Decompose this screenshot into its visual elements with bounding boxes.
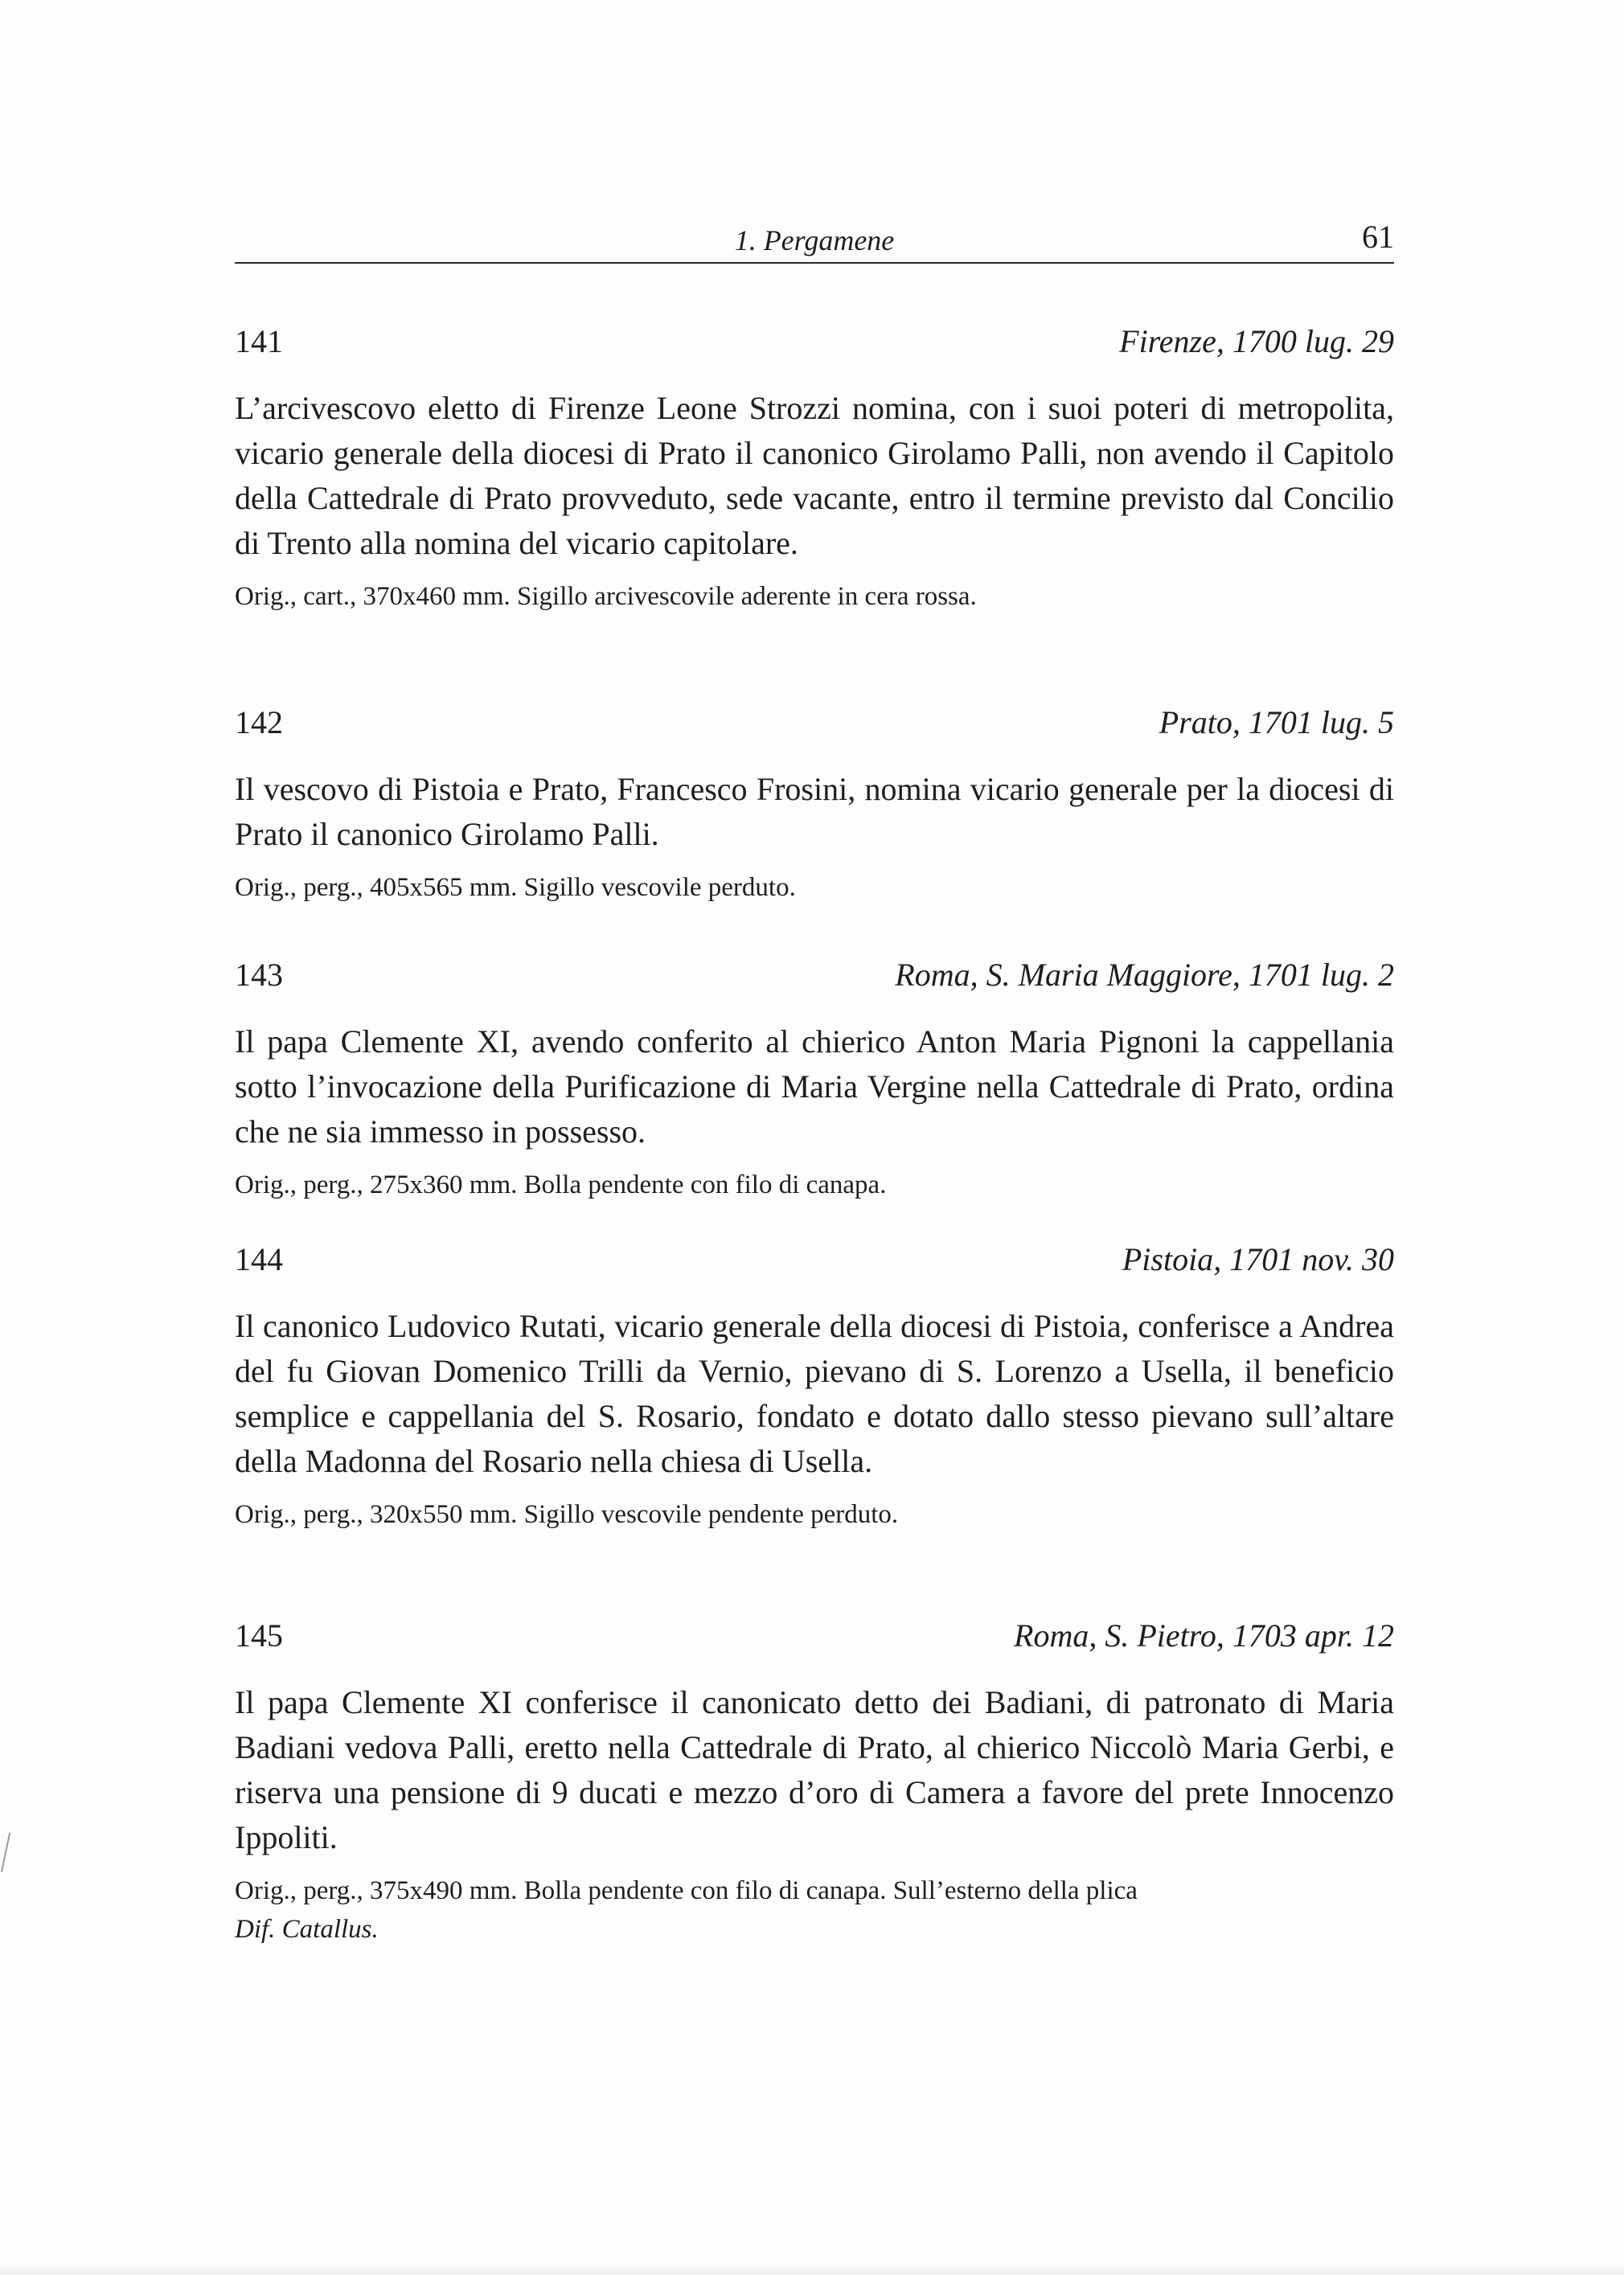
entry-summary: L’arcivescovo eletto di Firenze Leone Strozzi nomina, con i suoi poteri di metropolita, vicario generale della diocesi di Prato il canonico Girolamo Palli, non avendo il Capitolo della Cattedrale di Prato provveduto, sede vacante, entro il termine previsto dal Concilio di Trento alla nomina del vicario capitolare. [235, 390, 1394, 561]
running-title: 1. Pergamene [734, 224, 895, 256]
running-header [235, 220, 1394, 260]
entry-note: Orig., perg., 320x550 mm. Sigillo vescovile pendente perduto. [235, 1500, 899, 1529]
entry-note: Orig., perg., 275x360 mm. Bolla pendente con filo di canapa. [235, 1170, 887, 1199]
entry-142 [235, 701, 1394, 907]
entry-header [235, 320, 1394, 363]
entry-summary: Il papa Clemente XI, avendo conferito al chierico Anton Maria Pignoni la cappellania sotto l’invocazione della Purificazione di Maria Vergine nella Cattedrale di Prato, ordina che ne sia immesso in possesso. [235, 1023, 1394, 1150]
entry-143 [235, 953, 1394, 1204]
entry-note-text: Orig., perg., 375x490 mm. Bolla pendente con filo di canapa. Sull’esterno della plica [235, 1876, 1138, 1905]
entry-number: 143 [235, 957, 283, 993]
entry-number: 142 [235, 704, 283, 740]
entry-number: 141 [235, 323, 283, 359]
entry-144 [235, 1238, 1394, 1534]
entry-summary: Il vescovo di Pistoia e Prato, Francesco Frosini, nomina vicario generale per la diocesi di Prato il canonico Girolamo Palli. [235, 771, 1394, 852]
entry-header [235, 701, 1394, 744]
scan-mark [1, 1833, 15, 1874]
entry-note: Orig., cart., 370x460 mm. Sigillo arcivescovile aderente in cera rossa. [235, 582, 977, 611]
entry-145 [235, 1614, 1394, 1949]
entry-note-italic: Dif. Catallus. [235, 1915, 379, 1944]
entry-header [235, 1614, 1394, 1658]
entry-note: Orig., perg., 405x565 mm. Sigillo vescovile perduto. [235, 873, 796, 902]
entry-header [235, 953, 1394, 997]
entry-note [235, 1871, 1394, 1949]
entry-number: 144 [235, 1241, 283, 1277]
page-number: 61 [1362, 219, 1394, 255]
header-rule [235, 262, 1394, 264]
entry-summary: Il papa Clemente XI conferisce il canonicato detto dei Badiani, di patronato di Maria Badiani vedova Palli, eretto nella Cattedrale di Prato, al chierico Niccolò Maria Gerbi, e riserva una pensione di 9 ducati e mezzo d’oro di Camera a favore del prete Innocenzo Ippoliti. [235, 1684, 1394, 1855]
entry-number: 145 [235, 1617, 283, 1654]
entry-date: Firenze, 1700 lug. 29 [1119, 323, 1394, 359]
entry-date: Prato, 1701 lug. 5 [1159, 704, 1394, 740]
scan-shadow [0, 2264, 1624, 2275]
entry-date: Pistoia, 1701 nov. 30 [1122, 1241, 1394, 1277]
entry-date: Roma, S. Maria Maggiore, 1701 lug. 2 [895, 957, 1394, 993]
entry-date: Roma, S. Pietro, 1703 apr. 12 [1014, 1617, 1394, 1654]
entry-141 [235, 320, 1394, 616]
entry-summary: Il canonico Ludovico Rutati, vicario generale della diocesi di Pistoia, conferisce a Andrea del fu Giovan Domenico Trilli da Vernio, pievano di S. Lorenzo a Usella, il beneficio semplice e cappellania del S. Rosario, fondato e dotato dallo stesso pievano sull’altare della Madonna del Rosario nella chiesa di Usella. [235, 1308, 1394, 1479]
entry-header [235, 1238, 1394, 1281]
